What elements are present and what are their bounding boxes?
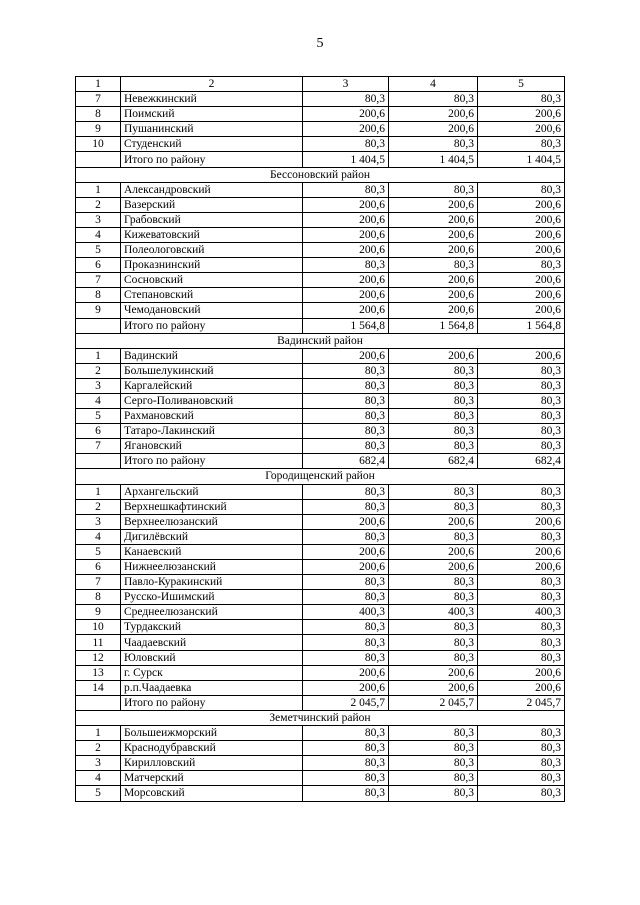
value-col-4: 200,6 [389,288,478,303]
value-col-4: 200,6 [389,122,478,137]
value-col-5: 200,6 [478,212,565,227]
value-col-5: 80,3 [478,409,565,424]
value-col-5: 80,3 [478,741,565,756]
total-col-3: 1 404,5 [303,152,389,167]
value-col-4: 80,3 [389,393,478,408]
value-col-5: 200,6 [478,273,565,288]
value-col-3: 200,6 [303,665,389,680]
table-row [76,258,565,273]
header-cell: 3 [303,77,389,92]
value-col-3: 200,6 [303,348,389,363]
value-col-3: 80,3 [303,258,389,273]
table-row [76,348,565,363]
total-col-3: 2 045,7 [303,695,389,710]
table-row [76,363,565,378]
total-col-5: 682,4 [478,454,565,469]
value-col-3: 80,3 [303,484,389,499]
row-number: 13 [76,665,121,680]
settlement-name: Поимский [121,107,303,122]
value-col-4: 80,3 [389,363,478,378]
value-col-4: 200,6 [389,273,478,288]
settlement-name: Русско-Ишимский [121,590,303,605]
value-col-4: 80,3 [389,786,478,801]
settlement-name: Среднеелюзанский [121,605,303,620]
table-row [76,560,565,575]
value-col-5: 200,6 [478,348,565,363]
table-row [76,680,565,695]
table-row [76,726,565,741]
total-label: Итого по району [121,152,303,167]
settlement-name: Невежкинский [121,92,303,107]
header-cell: 1 [76,77,121,92]
section-title-row [76,469,565,484]
settlement-name: Вадинский [121,348,303,363]
table-row [76,303,565,318]
value-col-4: 80,3 [389,575,478,590]
value-col-4: 80,3 [389,635,478,650]
table-row [76,620,565,635]
row-number: 4 [76,529,121,544]
settlement-name: Турдакский [121,620,303,635]
settlement-name: Павло-Куракинский [121,575,303,590]
row-number: 7 [76,439,121,454]
row-number: 14 [76,680,121,695]
settlement-name: р.п.Чаадаевка [121,680,303,695]
value-col-5: 80,3 [478,258,565,273]
value-col-4: 200,6 [389,560,478,575]
value-col-3: 80,3 [303,393,389,408]
value-col-5: 80,3 [478,92,565,107]
total-empty-cell [76,454,121,469]
value-col-5: 80,3 [478,726,565,741]
value-col-4: 200,6 [389,514,478,529]
settlement-name: Кирилловский [121,756,303,771]
value-col-3: 80,3 [303,590,389,605]
page-number: 5 [316,36,324,51]
value-col-3: 80,3 [303,726,389,741]
value-col-5: 200,6 [478,544,565,559]
value-col-5: 80,3 [478,137,565,152]
settlement-name: Дигилёвский [121,529,303,544]
value-col-4: 200,6 [389,665,478,680]
row-number: 1 [76,484,121,499]
value-col-5: 200,6 [478,665,565,680]
row-number: 8 [76,590,121,605]
value-col-3: 200,6 [303,197,389,212]
total-col-5: 2 045,7 [478,695,565,710]
value-col-5: 80,3 [478,756,565,771]
total-row [76,318,565,333]
total-empty-cell [76,695,121,710]
section-title-row [76,710,565,725]
value-col-3: 80,3 [303,92,389,107]
value-col-4: 80,3 [389,771,478,786]
value-col-4: 80,3 [389,741,478,756]
table-row [76,665,565,680]
total-col-4: 1 404,5 [389,152,478,167]
value-col-5: 200,6 [478,243,565,258]
row-number: 6 [76,258,121,273]
value-col-4: 80,3 [389,529,478,544]
value-col-5: 80,3 [478,484,565,499]
settlement-name: Нижнеелюзанский [121,560,303,575]
row-number: 3 [76,212,121,227]
row-number: 8 [76,107,121,122]
table-row [76,484,565,499]
settlement-name: Морсовский [121,786,303,801]
value-col-3: 80,3 [303,363,389,378]
value-col-3: 80,3 [303,741,389,756]
table-row [76,741,565,756]
table-body [76,77,565,802]
value-col-3: 80,3 [303,439,389,454]
total-label: Итого по району [121,454,303,469]
total-col-5: 1 564,8 [478,318,565,333]
table-row [76,378,565,393]
value-col-5: 80,3 [478,378,565,393]
row-number: 5 [76,544,121,559]
total-empty-cell [76,318,121,333]
settlement-name: Верхнеелюзанский [121,514,303,529]
value-col-4: 200,6 [389,348,478,363]
table-row [76,650,565,665]
row-number: 4 [76,771,121,786]
value-col-5: 80,3 [478,393,565,408]
district-title: Земетчинский район [76,710,565,725]
table-row [76,212,565,227]
row-number: 10 [76,137,121,152]
total-col-3: 682,4 [303,454,389,469]
settlement-name: Полеологовский [121,243,303,258]
settlement-name: Ягановский [121,439,303,454]
value-col-3: 80,3 [303,771,389,786]
value-col-5: 80,3 [478,786,565,801]
row-number: 3 [76,514,121,529]
value-col-4: 200,6 [389,107,478,122]
row-number: 2 [76,363,121,378]
value-col-5: 200,6 [478,514,565,529]
value-col-5: 80,3 [478,771,565,786]
value-col-4: 80,3 [389,92,478,107]
value-col-3: 80,3 [303,756,389,771]
row-number: 5 [76,409,121,424]
table-row [76,409,565,424]
value-col-3: 200,6 [303,107,389,122]
value-col-3: 80,3 [303,424,389,439]
settlement-name: Татаро-Лакинский [121,424,303,439]
table-row [76,786,565,801]
value-col-4: 400,3 [389,605,478,620]
table-row [76,756,565,771]
settlement-name: Грабовский [121,212,303,227]
value-col-5: 80,3 [478,363,565,378]
value-col-5: 80,3 [478,499,565,514]
total-empty-cell [76,152,121,167]
value-col-3: 400,3 [303,605,389,620]
row-number: 2 [76,741,121,756]
value-col-5: 80,3 [478,590,565,605]
value-col-3: 200,6 [303,122,389,137]
value-col-5: 200,6 [478,227,565,242]
value-col-5: 200,6 [478,107,565,122]
value-col-5: 200,6 [478,560,565,575]
settlement-name: Матчерский [121,771,303,786]
row-number: 7 [76,273,121,288]
row-number: 6 [76,424,121,439]
value-col-4: 200,6 [389,212,478,227]
settlement-name: Студенский [121,137,303,152]
value-col-5: 200,6 [478,122,565,137]
settlement-name: Проказнинский [121,258,303,273]
value-col-4: 80,3 [389,756,478,771]
table-row [76,439,565,454]
table-row [76,122,565,137]
table-row [76,575,565,590]
value-col-3: 80,3 [303,620,389,635]
row-number: 6 [76,560,121,575]
value-col-5: 80,3 [478,182,565,197]
settlement-name: Вазерский [121,197,303,212]
value-col-4: 200,6 [389,544,478,559]
table-row [76,544,565,559]
value-col-4: 200,6 [389,303,478,318]
value-col-4: 200,6 [389,243,478,258]
value-col-4: 80,3 [389,424,478,439]
table-row [76,771,565,786]
value-col-3: 80,3 [303,529,389,544]
value-col-5: 200,6 [478,197,565,212]
value-col-3: 200,6 [303,212,389,227]
section-title-row [76,167,565,182]
value-col-5: 80,3 [478,620,565,635]
value-col-5: 80,3 [478,635,565,650]
row-number: 3 [76,756,121,771]
settlement-name: Каргалейский [121,378,303,393]
total-row [76,152,565,167]
value-col-5: 400,3 [478,605,565,620]
value-col-3: 200,6 [303,243,389,258]
value-col-4: 80,3 [389,258,478,273]
total-row [76,454,565,469]
total-col-4: 2 045,7 [389,695,478,710]
settlement-name: Рахмановский [121,409,303,424]
value-col-4: 80,3 [389,182,478,197]
row-number: 8 [76,288,121,303]
row-number: 3 [76,378,121,393]
value-col-4: 80,3 [389,499,478,514]
total-col-3: 1 564,8 [303,318,389,333]
value-col-3: 80,3 [303,650,389,665]
value-col-4: 80,3 [389,484,478,499]
row-number: 1 [76,348,121,363]
settlement-name: Краснодубравский [121,741,303,756]
table-row [76,424,565,439]
table-row [76,137,565,152]
settlement-name: г. Сурск [121,665,303,680]
value-col-4: 200,6 [389,680,478,695]
total-col-4: 1 564,8 [389,318,478,333]
settlement-name: Степановский [121,288,303,303]
value-col-3: 80,3 [303,786,389,801]
total-col-4: 682,4 [389,454,478,469]
value-col-4: 80,3 [389,378,478,393]
value-col-3: 200,6 [303,560,389,575]
settlement-name: Серго-Поливановский [121,393,303,408]
value-col-3: 80,3 [303,137,389,152]
value-col-3: 80,3 [303,635,389,650]
table-row [76,197,565,212]
value-col-3: 80,3 [303,409,389,424]
value-col-4: 200,6 [389,227,478,242]
value-col-4: 80,3 [389,620,478,635]
settlement-name: Большеижморский [121,726,303,741]
value-col-3: 200,6 [303,273,389,288]
settlement-name: Юловский [121,650,303,665]
row-number: 12 [76,650,121,665]
value-col-4: 80,3 [389,590,478,605]
settlement-name: Александровский [121,182,303,197]
row-number: 4 [76,393,121,408]
value-col-5: 80,3 [478,575,565,590]
value-col-3: 200,6 [303,680,389,695]
table-row [76,499,565,514]
section-title-row [76,333,565,348]
table-row [76,590,565,605]
row-number: 5 [76,243,121,258]
row-number: 7 [76,92,121,107]
value-col-3: 200,6 [303,544,389,559]
total-row [76,695,565,710]
settlement-name: Верхнешкафтинский [121,499,303,514]
value-col-3: 200,6 [303,227,389,242]
row-number: 9 [76,303,121,318]
value-col-5: 200,6 [478,288,565,303]
table-row [76,605,565,620]
row-number: 2 [76,197,121,212]
settlement-name: Чемодановский [121,303,303,318]
total-label: Итого по району [121,318,303,333]
value-col-3: 200,6 [303,514,389,529]
value-col-3: 80,3 [303,575,389,590]
row-number: 10 [76,620,121,635]
settlement-name: Сосновский [121,273,303,288]
value-col-3: 80,3 [303,499,389,514]
row-number: 11 [76,635,121,650]
value-col-5: 200,6 [478,680,565,695]
row-number: 9 [76,122,121,137]
row-number: 9 [76,605,121,620]
value-col-4: 80,3 [389,409,478,424]
total-label: Итого по району [121,695,303,710]
table-row [76,227,565,242]
settlement-name: Чаадаевский [121,635,303,650]
header-cell: 5 [478,77,565,92]
value-col-5: 80,3 [478,439,565,454]
row-number: 5 [76,786,121,801]
table-row [76,243,565,258]
value-col-3: 200,6 [303,288,389,303]
subsidy-table [75,76,565,802]
header-cell: 2 [121,77,303,92]
value-col-4: 80,3 [389,137,478,152]
table-row [76,393,565,408]
row-number: 1 [76,182,121,197]
table-row [76,273,565,288]
row-number: 7 [76,575,121,590]
row-number: 4 [76,227,121,242]
value-col-5: 80,3 [478,529,565,544]
value-col-4: 200,6 [389,197,478,212]
value-col-5: 80,3 [478,650,565,665]
settlement-name: Архангельский [121,484,303,499]
settlement-name: Канаевский [121,544,303,559]
total-col-5: 1 404,5 [478,152,565,167]
table-row [76,288,565,303]
table-row [76,92,565,107]
table-row [76,182,565,197]
value-col-3: 200,6 [303,303,389,318]
row-number: 2 [76,499,121,514]
row-number: 1 [76,726,121,741]
district-title: Бессоновский район [76,167,565,182]
table-row [76,529,565,544]
value-col-5: 80,3 [478,424,565,439]
settlement-name: Пушанинский [121,122,303,137]
value-col-3: 80,3 [303,182,389,197]
value-col-4: 80,3 [389,439,478,454]
district-title: Вадинский район [76,333,565,348]
settlement-name: Кижеватовский [121,227,303,242]
value-col-4: 80,3 [389,726,478,741]
value-col-4: 80,3 [389,650,478,665]
settlement-name: Большелукинский [121,363,303,378]
value-col-3: 80,3 [303,378,389,393]
district-title: Городищенский район [76,469,565,484]
header-row [76,77,565,92]
value-col-5: 200,6 [478,303,565,318]
header-cell: 4 [389,77,478,92]
table-row [76,635,565,650]
table-row [76,514,565,529]
table-row [76,107,565,122]
